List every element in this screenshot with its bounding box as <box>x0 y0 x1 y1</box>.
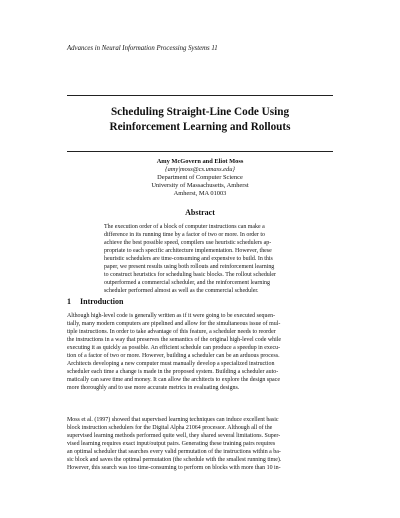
author-email: {amy|moss@cs.umass.edu} <box>165 166 235 174</box>
body-line: supervised learning methods performed quite well, they shared several limitations. Super- <box>67 433 281 440</box>
body-line: tion of a factor of two or more. However, building a scheduler can be an arduous process. <box>67 353 280 360</box>
intro-paragraph-1 <box>67 312 333 392</box>
abstract-body <box>104 223 300 295</box>
title-rule-top <box>67 95 333 96</box>
section-heading <box>67 297 123 306</box>
abstract-line: heuristic schedulers are time-consuming and expensive to build. In this <box>104 256 273 263</box>
title-rule-bottom <box>67 151 333 152</box>
abstract-line: propriate to each specific architecture implementation. However, these <box>104 248 272 255</box>
body-line: executing it as quickly as possible. An efficient schedule can produce a speedup in execu- <box>67 345 281 352</box>
body-line: the instructions in a way that preserves the semantics of the original high-level code while <box>67 337 282 344</box>
abstract-heading: Abstract <box>185 208 215 217</box>
body-line: tiple instructions. In order to take advantage of this feature, a scheduler needs to reorder <box>67 329 276 336</box>
author-university: University of Massachusetts, Amherst <box>151 182 249 190</box>
body-line: an optimal scheduler that searches every valid permutation of the instructions within a ba- <box>67 449 281 456</box>
abstract-line: The execution order of a block of computer instructions can make a <box>104 224 265 230</box>
abstract-line: paper, we present results using both rollouts and reinforcement learning <box>104 264 275 271</box>
author-names: Amy McGovern and Eliot Moss <box>156 158 244 165</box>
venue-header: Advances in Neural Information Processing Systems 11 <box>67 45 218 52</box>
abstract-line: scheduler performed almost as well as the commercial scheduler. <box>104 288 259 295</box>
body-line: However, this search was too time-consuming to perform on blocks with more than 10 in- <box>67 465 281 472</box>
title-line: Scheduling Straight-Line Code Using <box>110 106 290 118</box>
abstract-line: achieve the best possible speed, compilers use heuristic schedulers ap- <box>104 240 272 247</box>
intro-paragraph-2 <box>67 416 333 472</box>
body-line: scheduler each time a change is made in the proposed system. Building a scheduler auto- <box>67 369 279 376</box>
body-line: matically can save time and money. It can allow the architects to explore the design space <box>67 377 280 384</box>
abstract-line: difference in its running time by a factor of two or more. In order to <box>104 232 265 239</box>
abstract-line: outperformed a commercial scheduler, and the reinforcement learning <box>104 280 270 287</box>
body-line: sic block and saves the optimal permutation (the schedule with the smallest running time). <box>67 457 282 464</box>
body-line: vised learning requires exact input/output pairs. Generating these training pairs requires <box>67 441 276 448</box>
body-line: more thoroughly and to use more accurate metrics in evaluating designs. <box>67 385 240 392</box>
author-block <box>67 158 333 198</box>
body-line: block instruction schedulers for the Digital Alpha 21064 processor. Although all of the <box>67 425 273 432</box>
section-number: 1 <box>67 297 71 306</box>
body-line: Architects developing a new computer must manually develop a specialized instruction <box>67 361 275 368</box>
paper-title <box>67 105 333 134</box>
body-line: Moss et al. (1997) showed that supervised learning techniques can induce excellent basic <box>67 417 279 423</box>
body-line: tially, many modern computers are pipelined and allow for the simultaneous issue of mul- <box>67 321 281 328</box>
title-line: Reinforcement Learning and Rollouts <box>109 120 291 133</box>
section-title: Introduction <box>80 297 124 306</box>
body-line: Although high-level code is generally written as if it were going to be executed sequen- <box>67 313 276 319</box>
author-address: Amherst, MA 01003 <box>173 190 227 198</box>
author-department: Department of Computer Science <box>157 174 243 182</box>
abstract-line: to construct heuristics for scheduling basic blocks. The rollout scheduler <box>104 272 277 279</box>
